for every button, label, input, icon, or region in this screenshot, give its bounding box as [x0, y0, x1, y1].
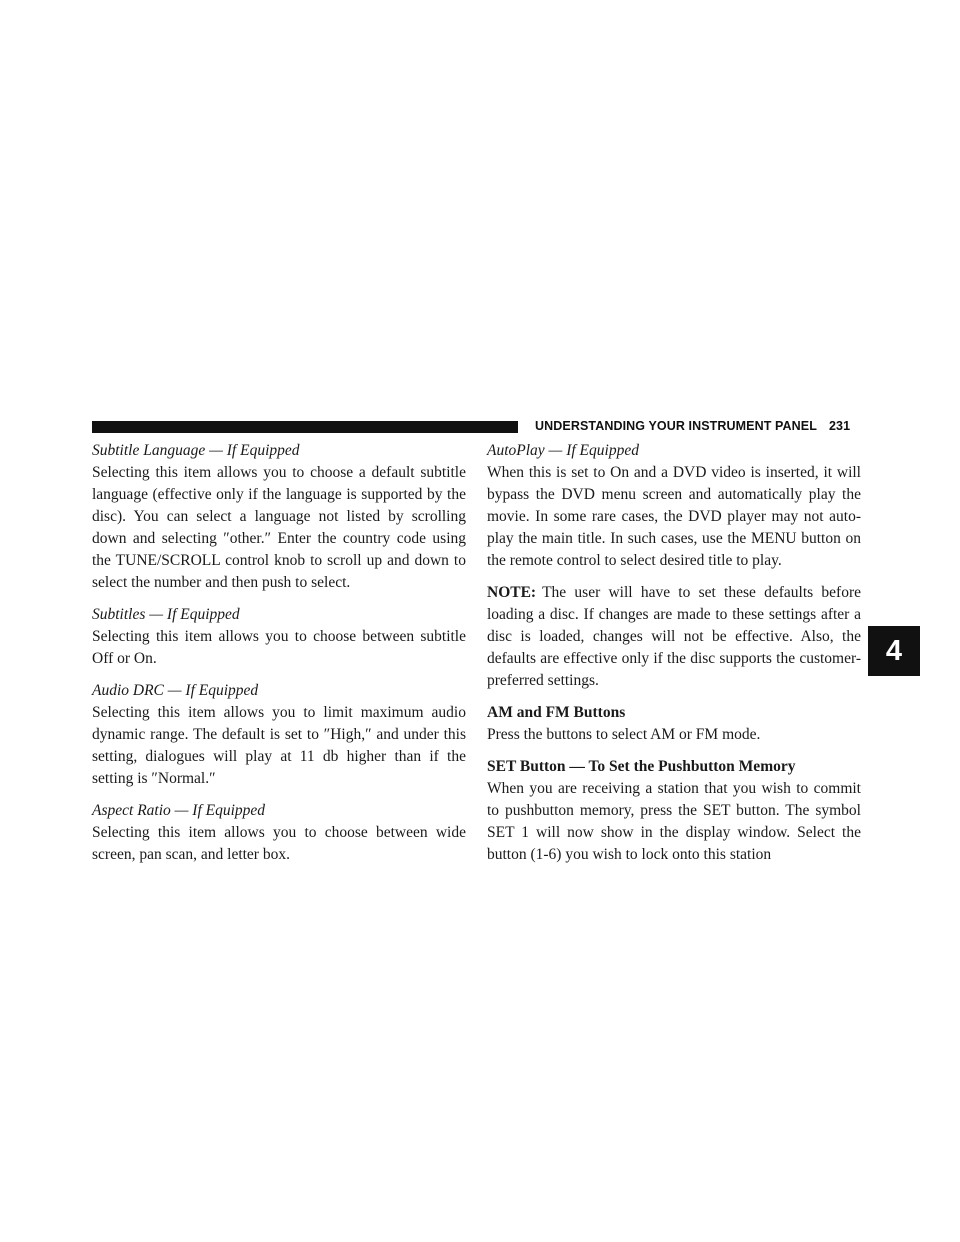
section-heading: Subtitle Language — If Equipped [92, 442, 300, 459]
section-heading: Aspect Ratio — If Equipped [92, 802, 266, 819]
right-column [487, 440, 861, 876]
note-text: The user will have to set these defaults before loading a disc. If changes are made to these settings after a disc is loaded, changes will not be effective. Also, the defaults are effective only if the disc supports the customer-preferred settings. [487, 584, 861, 689]
section-body: When this is set to On and a DVD video is inserted, it will bypass the DVD menu screen and automatically play the movie. In some rare cases, the DVD player may not auto-play the main title. In such cases, use the MENU button on the remote control to select desired title to play. [487, 464, 861, 569]
section-body: Press the buttons to select AM or FM mode. [487, 726, 761, 743]
section-heading: Audio DRC — If Equipped [92, 682, 259, 699]
section-body: Selecting this item allows you to choose between subtitle Off or On. [92, 628, 466, 667]
section-body: Selecting this item allows you to limit maximum audio dynamic range. The default is set to ″High,″ and under this setting, dialogues will play at 11 db higher than if the setting is ″Normal.″ [92, 704, 466, 787]
section-subtitle-language [92, 440, 466, 594]
section-audio-drc [92, 680, 466, 790]
page-number: 231 [828, 419, 851, 433]
section-autoplay [487, 440, 861, 572]
section-body: Selecting this item allows you to choose between wide screen, pan scan, and letter box. [92, 824, 466, 863]
section-am-fm-buttons [487, 702, 861, 746]
chapter-tab: 4 [868, 626, 920, 676]
header-title: UNDERSTANDING YOUR INSTRUMENT PANEL [535, 419, 817, 433]
section-set-button [487, 756, 861, 866]
note-label: NOTE: [487, 584, 537, 601]
section-subtitles [92, 604, 466, 670]
running-header [535, 419, 850, 433]
section-body: When you are receiving a station that you wish to commit to pushbutton memory, press the SET button. The symbol SET 1 will now show in the display window. Select the button (1-6) you wish to lock onto this station [487, 780, 861, 863]
header-rule-bar [92, 421, 518, 433]
note-block [487, 582, 861, 692]
note-paragraph [487, 582, 861, 692]
section-aspect-ratio [92, 800, 466, 866]
section-heading: Subtitles — If Equipped [92, 606, 240, 623]
section-heading: AutoPlay — If Equipped [487, 442, 639, 459]
section-heading: AM and FM Buttons [487, 704, 626, 721]
section-heading: SET Button — To Set the Pushbutton Memory [487, 758, 796, 775]
section-body: Selecting this item allows you to choose a default subtitle language (effective only if the language is supported by the disc). You can select a language not listed by scrolling down and selecting ″other.″ Enter the country code using the TUNE/SCROLL control knob to scroll up and down to select the number and then push to select. [92, 464, 466, 591]
left-column [92, 440, 466, 876]
